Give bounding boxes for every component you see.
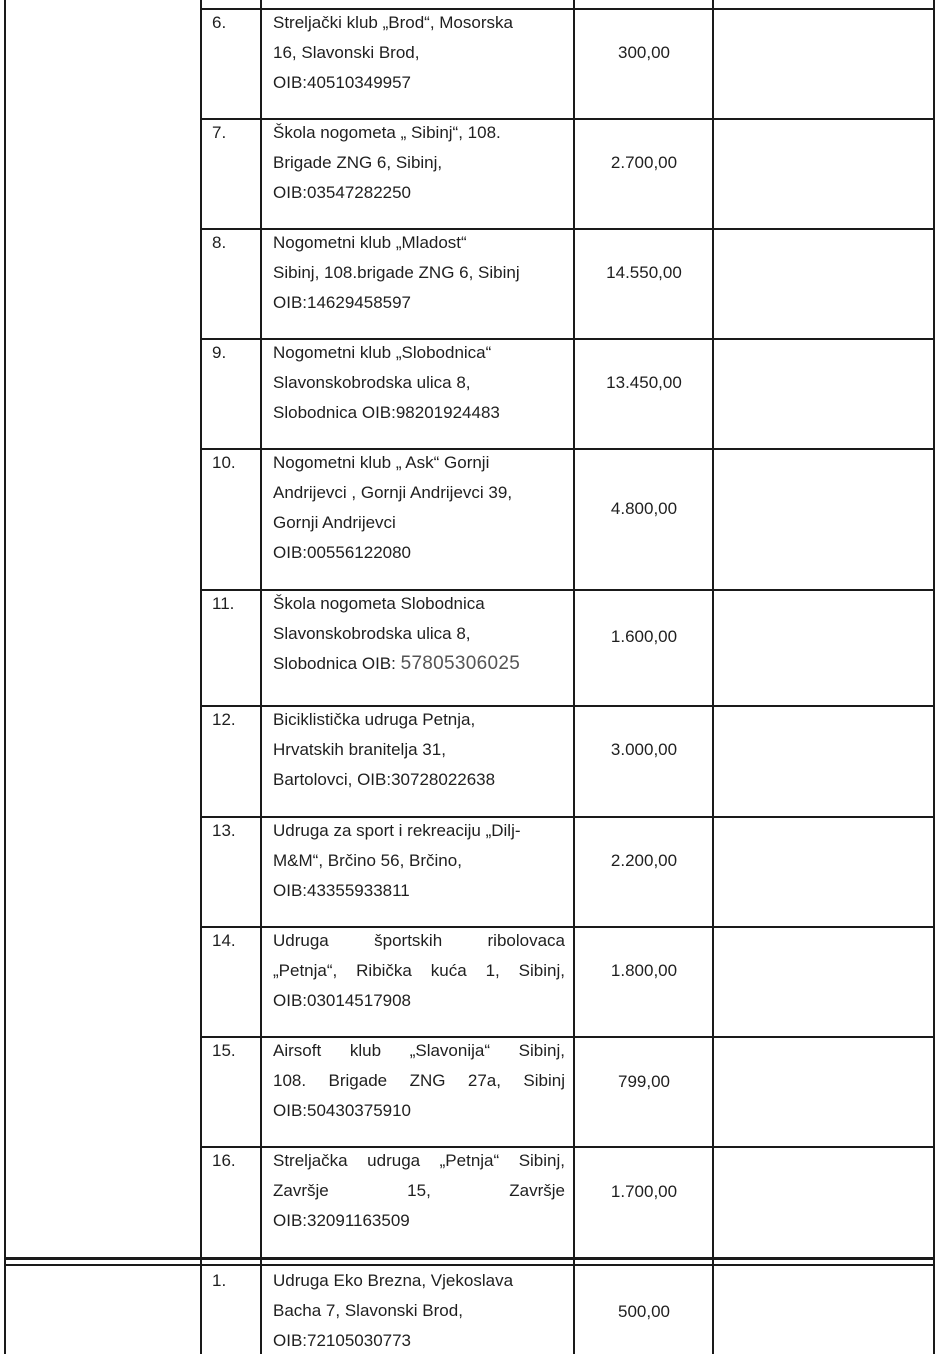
column-divider-amount-right [712, 0, 714, 1354]
row-number: 14. [212, 931, 236, 950]
amount-value: 13.450,00 [606, 373, 682, 392]
amount-value: 3.000,00 [610, 740, 678, 759]
row-number: 1. [212, 1271, 227, 1290]
amount-value: 2.200,00 [610, 851, 678, 870]
row-number: 6. [212, 13, 227, 32]
table-border-right [933, 0, 935, 1354]
organization-details: Streljačka udruga „Petnja“ Sibinj, Završje 15, Završje OIB:32091163509 [273, 1151, 565, 1230]
row-number: 8. [212, 233, 227, 252]
row-number: 11. [212, 594, 235, 613]
row-number: 16. [212, 1151, 236, 1170]
organization-details: Nogometni klub „Mladost“ Sibinj, 108.brigade ZNG 6, Sibinj OIB:14629458597 [273, 233, 520, 312]
column-divider-number-left [200, 0, 202, 1354]
amount-value: 2.700,00 [610, 153, 678, 172]
organization-details: Airsoft klub „Slavonija“ Sibinj, 108. Brigade ZNG 27a, Sibinj OIB:50430375910 [273, 1041, 565, 1120]
oib-value: 57805306025 [400, 653, 521, 674]
row-number: 13. [212, 821, 236, 840]
amount-value: 4.800,00 [610, 499, 678, 518]
organization-details: Streljački klub „Brod“, Mosorska 16, Slavonski Brod, OIB:40510349957 [273, 13, 513, 92]
organization-details: Udruga Eko Brezna, Vjekoslava Bacha 7, Slavonski Brod, OIB:72105030773 [273, 1271, 514, 1350]
organization-details: Škola nogometa Slobodnica Slavonskobrodska ulica 8, Slobodnica OIB: 57805306025 [273, 594, 521, 674]
row-number: 15. [212, 1041, 236, 1060]
amount-value: 14.550,00 [606, 263, 682, 282]
organization-details: Škola nogometa „ Sibinj“, 108. Brigade ZNG 6, Sibinj, OIB:03547282250 [273, 123, 501, 202]
organization-details: Udruga za sport i rekreaciju „Dilj- M&M“, Brčino 56, Brčino, OIB:43355933811 [273, 821, 521, 900]
amount-value: 1.800,00 [610, 961, 678, 980]
column-divider-amount-left [573, 0, 575, 1354]
section-divider-top [4, 1257, 935, 1260]
amount-value: 300,00 [618, 43, 670, 62]
organization-details: Udruga športskih ribolovaca „Petnja“, Ribička kuća 1, Sibinj, OIB:03014517908 [273, 931, 565, 1010]
row-number: 9. [212, 343, 227, 362]
table-border-left [4, 0, 6, 1354]
row-number: 12. [212, 710, 236, 729]
organization-details: Nogometni klub „Slobodnica“ Slavonskobrodska ulica 8, Slobodnica OIB:98201924483 [273, 343, 500, 422]
organization-details: Biciklistička udruga Petnja, Hrvatskih branitelja 31, Bartolovci, OIB:30728022638 [273, 710, 496, 789]
amount-value: 799,00 [618, 1072, 670, 1091]
row-number: 7. [212, 123, 227, 142]
amount-value: 1.600,00 [610, 627, 678, 646]
column-divider-name-left [260, 0, 262, 1354]
amount-value: 500,00 [618, 1302, 670, 1321]
amount-value: 1.700,00 [610, 1182, 678, 1201]
oib-prefix: Slobodnica OIB: [273, 654, 401, 673]
organization-details: Nogometni klub „ Ask“ Gornji Andrijevci , Gornji Andrijevci 39, Gornji Andrijevci OIB:00556122080 [273, 453, 513, 562]
row-number: 10. [212, 453, 236, 472]
